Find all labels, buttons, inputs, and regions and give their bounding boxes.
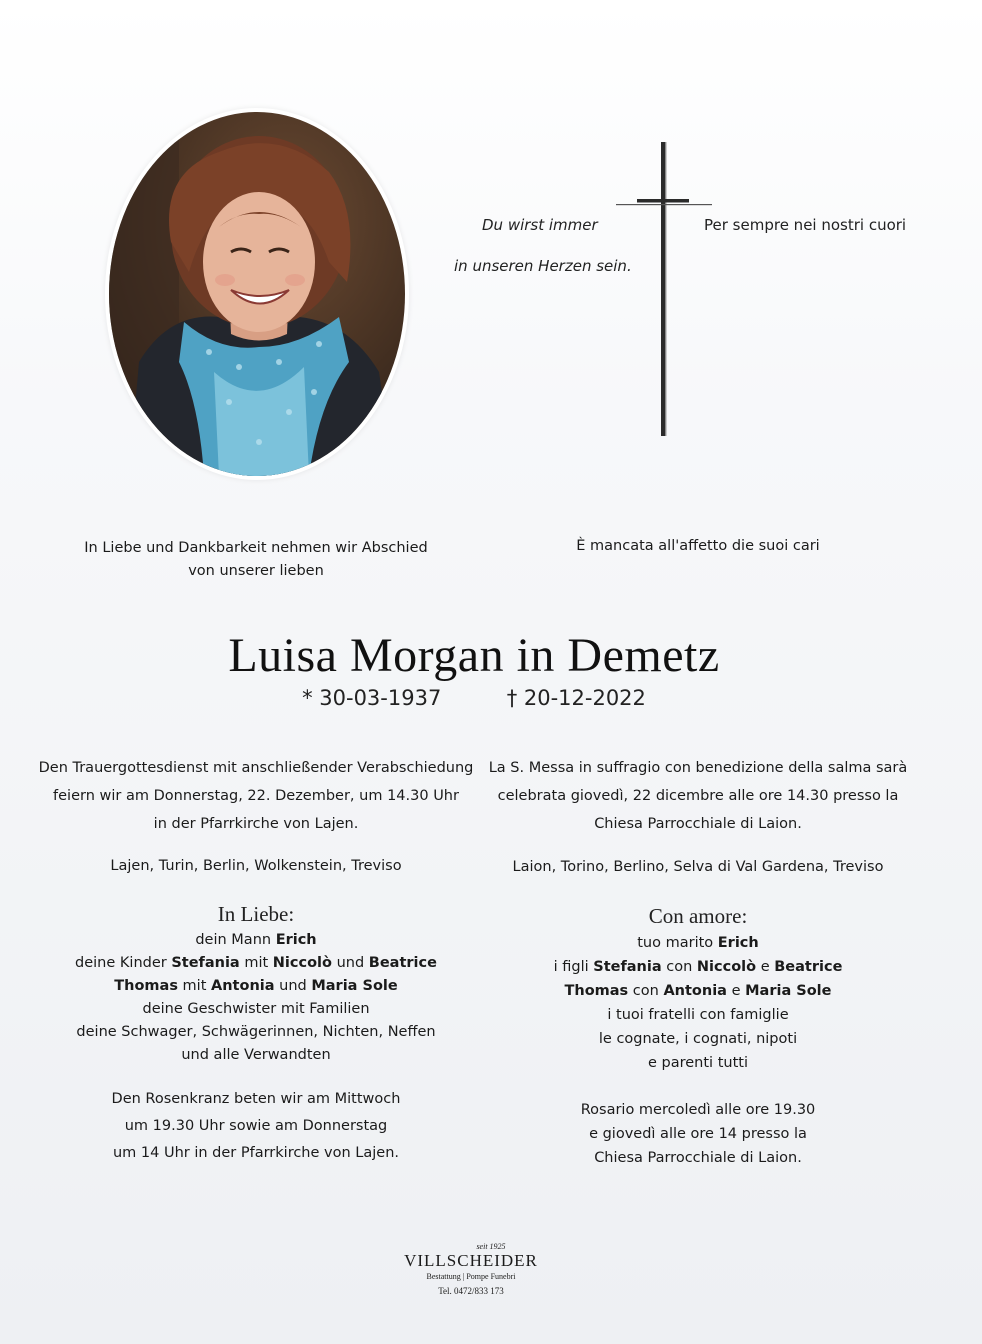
family-de-line5: deine Schwager, Schwägerinnen, Nichten, Neffen <box>76 1024 436 1040</box>
rosary-de-line2: um 19.30 Uhr sowie am Donnerstag <box>124 1118 388 1134</box>
service-it-line2: celebrata giovedì, 22 dicembre alle ore 14.30 presso la <box>497 788 899 804</box>
rosary-de-line3: um 14 Uhr in der Pfarrkirche von Lajen. <box>112 1145 399 1161</box>
rosary-de <box>36 1086 476 1167</box>
funeral-home-logo <box>391 1242 551 1296</box>
logo-subtitle: Bestattung | Pompe Funebri <box>426 1272 516 1281</box>
service-it-line3: Chiesa Parrocchiale di Laion. <box>594 816 802 832</box>
family-de <box>36 902 476 1067</box>
service-de-line3: in der Pfarrkirche von Lajen. <box>153 816 359 832</box>
family-it-heading: Con amore: <box>648 904 748 928</box>
intro-de-line1: In Liebe und Dankbarkeit nehmen wir Abschied <box>84 540 428 556</box>
intro-it-line1: È mancata all'affetto die suoi cari <box>576 538 820 554</box>
rosary-it-line2: e giovedì alle ore 14 presso la <box>589 1126 807 1142</box>
rosary-it <box>476 1098 920 1170</box>
service-de-line1: Den Trauergottesdienst mit anschließender Verabschiedung <box>38 760 474 776</box>
quote-it-line1: Per sempre nei nostri cuori <box>704 216 907 234</box>
intro-it <box>500 535 896 558</box>
places-de: Lajen, Turin, Berlin, Wolkenstein, Treviso <box>110 858 402 874</box>
service-de <box>36 754 476 838</box>
family-de-line6: und alle Verwandten <box>181 1047 331 1063</box>
quote-de-line2: in unseren Herzen sein. <box>454 257 632 275</box>
family-it-line6: e parenti tutti <box>648 1055 748 1071</box>
family-it-line1: tuo marito Erich <box>637 935 759 951</box>
service-it <box>476 754 920 838</box>
family-de-line2: deine Kinder Stefania mit Niccolò und Beatrice <box>75 955 437 971</box>
service-it-line1: La S. Messa in suffragio con benedizione della salma sarà <box>488 760 908 776</box>
family-de-line4: deine Geschwister mit Familien <box>142 1001 370 1017</box>
family-it <box>476 904 920 1075</box>
service-de-line2: feiern wir am Donnerstag, 22. Dezember, um 14.30 Uhr <box>53 788 459 804</box>
family-de-line1: dein Mann Erich <box>195 932 317 948</box>
intro-de-line2: von unserer lieben <box>188 563 324 579</box>
logo-since: seit 1925 <box>476 1242 506 1251</box>
portrait-photo <box>105 108 409 480</box>
intro-de <box>60 537 452 583</box>
family-de-line3: Thomas mit Antonia und Maria Sole <box>114 978 398 994</box>
family-de-heading: In Liebe: <box>217 902 295 926</box>
places-it: Laion, Torino, Berlino, Selva di Val Gardena, Treviso <box>512 859 884 875</box>
portrait-image <box>109 112 405 476</box>
rosary-it-line1: Rosario mercoledì alle ore 19.30 <box>580 1102 816 1118</box>
family-it-line4: i tuoi fratelli con famiglie <box>607 1007 789 1023</box>
family-it-line2: i figli Stefania con Niccolò e Beatrice <box>553 959 843 975</box>
birth-date: * 30-03-1937 <box>302 686 442 710</box>
death-date: † 20-12-2022 <box>506 686 646 710</box>
deceased-name: Luisa Morgan in Demetz <box>228 629 720 682</box>
family-it-line5: le cognate, i cognati, nipoti <box>598 1031 798 1047</box>
rosary-de-line1: Den Rosenkranz beten wir am Mittwoch <box>111 1091 401 1107</box>
logo-brand: VILLSCHEIDER <box>404 1251 538 1270</box>
cross-icon <box>616 142 712 438</box>
logo-phone: Tel. 0472/833 173 <box>438 1286 504 1296</box>
deceased-dates <box>0 686 948 710</box>
quote-de-line1: Du wirst immer <box>482 216 598 234</box>
family-it-line3: Thomas con Antonia e Maria Sole <box>564 983 832 999</box>
rosary-it-line3: Chiesa Parrocchiale di Laion. <box>594 1150 802 1166</box>
